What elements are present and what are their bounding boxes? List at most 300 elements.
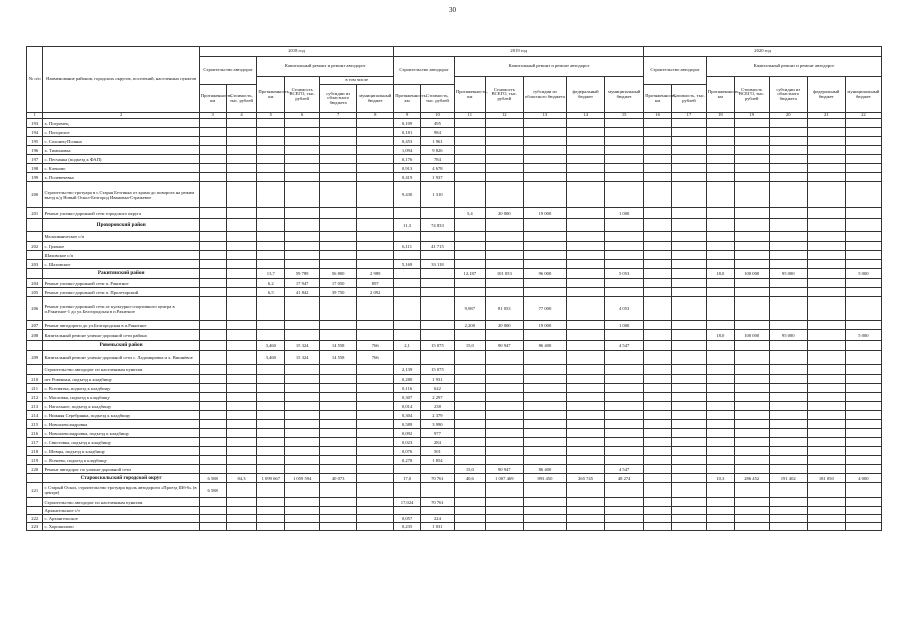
cell-value	[199, 119, 226, 128]
cell-value: 9,430	[394, 182, 421, 208]
cell-value	[454, 173, 485, 182]
cell-value	[807, 447, 845, 456]
cell-value	[485, 279, 523, 288]
cell-value: 0,092	[394, 429, 421, 438]
cell-value	[605, 375, 644, 384]
cell-value	[257, 208, 285, 219]
cell-value	[485, 351, 523, 365]
cell-value	[226, 507, 257, 515]
cell-value	[769, 375, 807, 384]
cell-value	[226, 438, 257, 447]
cell-value	[320, 498, 357, 507]
cell-value: 40 073	[320, 474, 357, 483]
cell-value: 95 000	[769, 330, 807, 341]
cell-value: 100 000	[734, 269, 769, 279]
cell-value	[845, 288, 881, 297]
cell-value	[285, 146, 320, 155]
cell-value	[769, 402, 807, 411]
cell-value	[199, 330, 226, 341]
cell-value	[567, 182, 605, 208]
row-number: 219	[27, 456, 43, 465]
district-row	[27, 269, 882, 279]
cell-value	[706, 515, 734, 523]
cell-value: 2 092	[357, 288, 394, 297]
cell-value	[706, 384, 734, 393]
cell-value	[320, 384, 357, 393]
cell-value	[285, 384, 320, 393]
cell-value: 0,589	[394, 420, 421, 429]
column-number: 5	[257, 113, 285, 119]
cell-value	[605, 393, 644, 402]
cell-value	[420, 297, 454, 321]
cell-value	[485, 232, 523, 242]
cell-value	[454, 365, 485, 375]
cell-value	[226, 393, 257, 402]
row-number	[27, 269, 43, 279]
cell-value	[523, 384, 566, 393]
row-name: с. Шаховское	[43, 260, 199, 269]
cell-value	[394, 297, 421, 321]
cell-value	[320, 438, 357, 447]
cell-value	[605, 351, 644, 365]
cell-value	[226, 429, 257, 438]
cell-value	[769, 219, 807, 232]
cell-value	[226, 341, 257, 351]
header-repair-2020: Капитальный ремонт и ремонт автодорог	[706, 57, 881, 77]
cell-value	[567, 251, 605, 260]
cell-value	[845, 465, 881, 474]
cell-value	[644, 438, 672, 447]
cell-value	[257, 523, 285, 531]
cell-value	[320, 420, 357, 429]
cell-value	[734, 173, 769, 182]
table-row	[27, 420, 882, 429]
row-name: Строительство тротуара в с.Старая Безгинка от храма до поворота на режим въезд к/д Новый Оскол-Белгород Ивановка-Стражевое	[43, 182, 199, 208]
cell-value: 17,024	[394, 498, 421, 507]
cell-value	[807, 393, 845, 402]
cell-value	[567, 375, 605, 384]
cell-value	[845, 173, 881, 182]
cell-value: 191 402	[769, 474, 807, 483]
cell-value	[357, 483, 394, 498]
cell-value	[567, 411, 605, 420]
cell-value: 17 947	[285, 279, 320, 288]
cell-value	[644, 498, 672, 507]
cell-value	[420, 279, 454, 288]
cell-value	[671, 429, 706, 438]
cell-value	[285, 429, 320, 438]
cell-value: 265 745	[567, 474, 605, 483]
cell-value: 0,913	[394, 164, 421, 173]
cell-value	[734, 438, 769, 447]
row-name: с. Новоалександровка, подъезд к кладбищу	[43, 429, 199, 438]
cell-value	[285, 365, 320, 375]
cell-value	[285, 507, 320, 515]
header-repair-2019: Капитальный ремонт и ремонт автодорог	[454, 57, 643, 77]
cell-value	[485, 523, 523, 531]
cell-value: 2 297	[420, 393, 454, 402]
cell-value	[605, 155, 644, 164]
cell-value	[226, 447, 257, 456]
cell-value	[257, 447, 285, 456]
cell-value	[605, 219, 644, 232]
cell-value	[845, 279, 881, 288]
cell-value	[671, 251, 706, 260]
cell-value	[454, 128, 485, 137]
cell-value	[199, 137, 226, 146]
cell-value	[734, 119, 769, 128]
cell-value	[285, 402, 320, 411]
cell-value	[845, 164, 881, 173]
cell-value: 984	[420, 128, 454, 137]
cell-value: 13,7	[257, 269, 285, 279]
cell-value	[567, 420, 605, 429]
cell-value	[199, 393, 226, 402]
cell-value: 5 000	[845, 269, 881, 279]
cell-value	[523, 330, 566, 341]
cell-value	[845, 456, 881, 465]
cell-value	[320, 321, 357, 330]
cell-value	[706, 242, 734, 251]
cell-value	[671, 297, 706, 321]
column-number: 9	[394, 113, 421, 119]
cell-value	[769, 498, 807, 507]
cell-value	[523, 456, 566, 465]
cell-value	[226, 365, 257, 375]
header-year-2020: 2020 год	[644, 47, 882, 57]
cell-value	[485, 137, 523, 146]
header-length: Протяженность, км	[199, 85, 226, 113]
cell-value	[769, 164, 807, 173]
cell-value	[845, 402, 881, 411]
cell-value	[605, 365, 644, 375]
row-number: 217	[27, 438, 43, 447]
table-row	[27, 208, 882, 219]
cell-value	[769, 384, 807, 393]
cell-value	[226, 523, 257, 531]
header-length: Протяженность, км	[644, 85, 672, 113]
row-number: 205	[27, 288, 43, 297]
row-number	[27, 251, 43, 260]
cell-value: 15,0	[454, 465, 485, 474]
cell-value	[605, 420, 644, 429]
cell-value	[357, 155, 394, 164]
cell-value: 4 053	[605, 297, 644, 321]
table-row	[27, 351, 882, 365]
cell-value	[605, 411, 644, 420]
cell-value	[454, 279, 485, 288]
cell-value	[706, 297, 734, 321]
table-row	[27, 515, 882, 523]
cell-value: 0,109	[394, 119, 421, 128]
cell-value	[807, 297, 845, 321]
cell-value: 15,0	[454, 341, 485, 351]
row-name: с. Масловка, подъезд к кладбищу	[43, 393, 199, 402]
cell-value	[769, 365, 807, 375]
cell-value	[454, 438, 485, 447]
cell-value	[605, 523, 644, 531]
column-number: 20	[769, 113, 807, 119]
cell-value	[845, 219, 881, 232]
cell-value	[257, 438, 285, 447]
row-number: 201	[27, 208, 43, 219]
row-name: с. Грязное	[43, 242, 199, 251]
cell-value: 41 715	[420, 242, 454, 251]
cell-value	[523, 164, 566, 173]
cell-value	[567, 288, 605, 297]
cell-value	[523, 365, 566, 375]
cell-value	[454, 232, 485, 242]
cell-value	[706, 351, 734, 365]
cell-value	[226, 321, 257, 330]
cell-value	[357, 375, 394, 384]
cell-value: 4 547	[605, 341, 644, 351]
cell-value	[671, 146, 706, 155]
cell-value	[257, 251, 285, 260]
cell-value	[644, 465, 672, 474]
cell-value	[454, 447, 485, 456]
cell-value: 495	[420, 119, 454, 128]
table-row	[27, 260, 882, 269]
cell-value	[454, 119, 485, 128]
header-municipal: муниципальный бюджет	[845, 77, 881, 113]
cell-value	[523, 523, 566, 531]
cell-value	[394, 351, 421, 365]
cell-value	[769, 242, 807, 251]
row-number: 208	[27, 330, 43, 341]
cell-value	[644, 297, 672, 321]
cell-value	[199, 523, 226, 531]
row-number: 203	[27, 260, 43, 269]
cell-value	[357, 507, 394, 515]
cell-value: 1 931	[420, 375, 454, 384]
cell-value	[226, 173, 257, 182]
cell-value	[706, 260, 734, 269]
cell-value	[567, 137, 605, 146]
cell-value	[320, 173, 357, 182]
cell-value	[285, 164, 320, 173]
column-number: 7	[320, 113, 357, 119]
row-number: 215	[27, 420, 43, 429]
cell-value	[320, 515, 357, 523]
cell-value	[199, 269, 226, 279]
cell-value	[644, 173, 672, 182]
cell-value	[605, 137, 644, 146]
cell-value	[769, 288, 807, 297]
row-name: с. Песчанка (подъезд к ФАП)	[43, 155, 199, 164]
table-row	[27, 321, 882, 330]
cell-value	[320, 164, 357, 173]
cell-value	[644, 119, 672, 128]
cell-value	[257, 420, 285, 429]
cell-value	[734, 232, 769, 242]
cell-value	[734, 429, 769, 438]
cell-value: 101 053	[485, 269, 523, 279]
cell-value	[454, 384, 485, 393]
cell-value	[644, 269, 672, 279]
cell-value: 0,307	[394, 393, 421, 402]
cell-value	[734, 137, 769, 146]
cell-value	[644, 483, 672, 498]
row-name: Строительство автодорог по населенным пунктам	[43, 365, 199, 375]
cell-value	[734, 297, 769, 321]
cell-value	[706, 155, 734, 164]
cell-value	[845, 119, 881, 128]
cell-value	[807, 483, 845, 498]
cell-value	[769, 411, 807, 420]
cell-value	[485, 393, 523, 402]
cell-value	[769, 146, 807, 155]
row-number	[27, 232, 43, 242]
cell-value	[257, 330, 285, 341]
cell-value: 0,176	[394, 155, 421, 164]
cell-value	[845, 384, 881, 393]
cell-value: 2 989	[357, 269, 394, 279]
cell-value	[285, 128, 320, 137]
cell-value	[285, 219, 320, 232]
cell-value	[394, 251, 421, 260]
cell-value	[420, 232, 454, 242]
cell-value	[199, 375, 226, 384]
cell-value	[420, 208, 454, 219]
cell-value	[454, 498, 485, 507]
cell-value	[671, 375, 706, 384]
cell-value	[605, 128, 644, 137]
cell-value	[285, 498, 320, 507]
table-row	[27, 137, 882, 146]
cell-value	[644, 137, 672, 146]
cell-value	[605, 507, 644, 515]
cell-value	[523, 507, 566, 515]
cell-value	[226, 297, 257, 321]
cell-value	[320, 393, 357, 402]
cell-value	[257, 498, 285, 507]
cell-value	[523, 155, 566, 164]
cell-value: 622	[420, 384, 454, 393]
cell-value	[199, 351, 226, 365]
cell-value	[485, 242, 523, 251]
cell-value	[807, 420, 845, 429]
cell-value	[523, 402, 566, 411]
row-number: 197	[27, 155, 43, 164]
header-length: Протяженность, км	[394, 85, 421, 113]
cell-value	[199, 465, 226, 474]
cell-value: 2,1	[394, 341, 421, 351]
cell-value	[394, 288, 421, 297]
cell-value	[644, 232, 672, 242]
cell-value	[706, 507, 734, 515]
cell-value	[605, 438, 644, 447]
column-number: 10	[420, 113, 454, 119]
cell-value	[567, 402, 605, 411]
row-name: Малоиванческое с/п	[43, 232, 199, 242]
cell-value	[357, 474, 394, 483]
row-number: 195	[27, 137, 43, 146]
cell-value	[320, 119, 357, 128]
cell-value	[320, 146, 357, 155]
subgroup-row	[27, 232, 882, 242]
cell-value: 224	[420, 515, 454, 523]
cell-value: 59 789	[285, 269, 320, 279]
row-name: Ремонт улично-дорожной сети п. Ракитное	[43, 279, 199, 288]
cell-value: 4 678	[420, 164, 454, 173]
cell-value: 6,5	[257, 288, 285, 297]
cell-value	[845, 429, 881, 438]
cell-value	[671, 483, 706, 498]
cell-value	[567, 483, 605, 498]
cell-value	[845, 498, 881, 507]
cell-value	[257, 375, 285, 384]
row-name: с. Нижняя Серебрянка, подъезд к кладбищу	[43, 411, 199, 420]
cell-value: 1 031	[420, 523, 454, 531]
cell-value	[706, 128, 734, 137]
cell-value	[671, 402, 706, 411]
cell-value	[226, 164, 257, 173]
cell-value: 3 990	[420, 420, 454, 429]
cell-value	[671, 260, 706, 269]
cell-value: 70 761	[420, 474, 454, 483]
cell-value: 9 826	[420, 146, 454, 155]
row-name: х. Тимоновка	[43, 146, 199, 155]
cell-value	[567, 173, 605, 182]
row-name: с. Погорелое	[43, 128, 199, 137]
cell-value	[257, 155, 285, 164]
cell-value	[485, 375, 523, 384]
cell-value: 19 000	[523, 321, 566, 330]
cell-value	[454, 515, 485, 523]
cell-value	[257, 507, 285, 515]
row-number: 200	[27, 182, 43, 208]
cell-value	[257, 173, 285, 182]
cell-value	[320, 365, 357, 375]
cell-value	[285, 375, 320, 384]
cell-value	[567, 330, 605, 341]
cell-value	[734, 384, 769, 393]
cell-value	[226, 375, 257, 384]
cell-value	[845, 447, 881, 456]
cell-value	[357, 523, 394, 531]
cell-value	[734, 365, 769, 375]
cell-value	[485, 411, 523, 420]
cell-value	[769, 119, 807, 128]
cell-value	[454, 402, 485, 411]
cell-value	[226, 232, 257, 242]
cell-value: 1 000	[605, 321, 644, 330]
cell-value	[199, 341, 226, 351]
cell-value	[454, 393, 485, 402]
cell-value	[845, 411, 881, 420]
cell-value	[671, 232, 706, 242]
cell-value	[605, 483, 644, 498]
column-number: 22	[845, 113, 881, 119]
table-row	[27, 393, 882, 402]
header-incl: в том числе	[320, 77, 394, 85]
cell-value	[706, 137, 734, 146]
cell-value: 0,419	[394, 173, 421, 182]
cell-value	[845, 137, 881, 146]
cell-value	[807, 242, 845, 251]
cell-value	[734, 251, 769, 260]
cell-value	[226, 351, 257, 365]
cell-value	[605, 251, 644, 260]
cell-value: 6 588	[199, 483, 226, 498]
cell-value	[257, 219, 285, 232]
cell-value	[807, 330, 845, 341]
cell-value	[226, 420, 257, 429]
header-subsidy: субсидии из областного бюджета	[769, 77, 807, 113]
cell-value	[845, 182, 881, 208]
cell-value	[199, 288, 226, 297]
